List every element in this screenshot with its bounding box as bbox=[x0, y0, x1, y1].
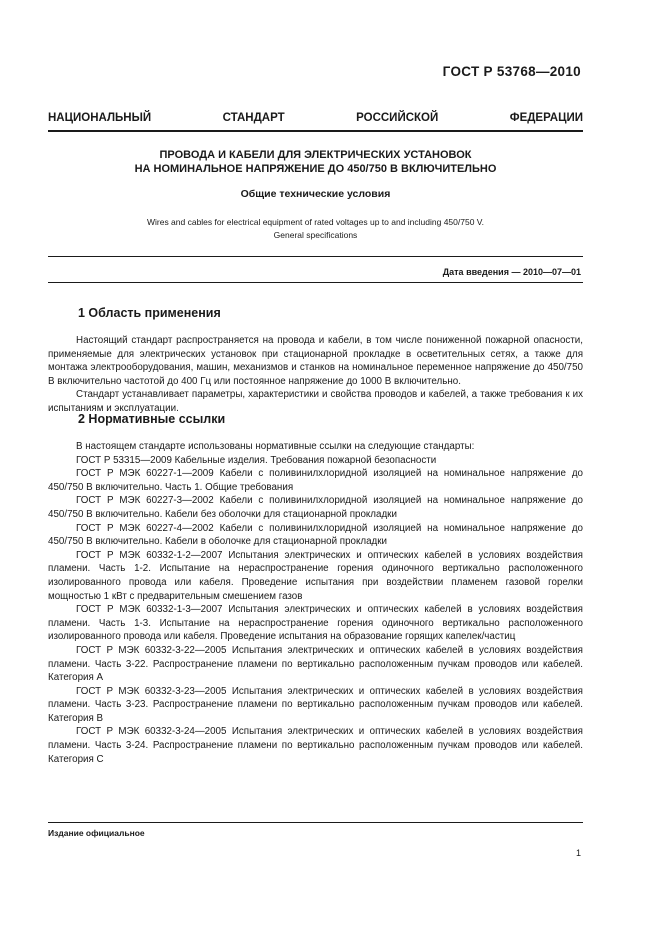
reference-item: ГОСТ Р МЭК 60227-3—2002 Кабели с поливинилхлоридной изоляцией на номинальное напряжение до 450/750 В включительно. Кабели без оболочки для стационарной прокладки bbox=[48, 495, 583, 520]
reference-item: ГОСТ Р МЭК 60332-3-22—2005 Испытания электрических и оптических кабелей в условиях воздействия пламени. Часть 3-22. Распространение пламени по вертикально расположенным пучкам проводов или кабелей. Категория А bbox=[48, 644, 583, 684]
title-line-2: НА НОМИНАЛЬНОЕ НАПРЯЖЕНИЕ ДО 450/750 В ВКЛЮЧИТЕЛЬНО bbox=[134, 163, 497, 175]
reference-item: ГОСТ Р МЭК 60227-4—2002 Кабели с поливинилхлоридной изоляцией на номинальное напряжение до 450/750 В включительно. Кабели в оболочке для стационарной прокладки bbox=[48, 522, 583, 548]
national-standard-banner: НАЦИОНАЛЬНЫЙ СТАНДАРТ РОССИЙСКОЙ ФЕДЕРАЦИИ bbox=[48, 112, 583, 124]
reference-item: ГОСТ Р 53315—2009 Кабельные изделия. Требования пожарной безопасности bbox=[76, 454, 437, 466]
official-edition-label: Издание официальное bbox=[48, 828, 145, 838]
section-2-heading: 2 Нормативные ссылки bbox=[78, 412, 226, 426]
reference-item: ГОСТ Р МЭК 60332-3-23—2005 Испытания электрических и оптических кабелей в условиях воздействия пламени. Часть 3-23. Распространение пламени по вертикально расположенным пучкам проводов или кабелей. Категория В bbox=[48, 685, 583, 724]
reference-item: ГОСТ Р МЭК 60332-3-24—2005 Испытания электрических и оптических кабелей в условиях воздействия пламени. Часть 3-24. Распространение пламени по вертикально расположенным пучкам проводов или кабелей. Категория С bbox=[48, 726, 583, 765]
document-subtitle: Общие технические условия bbox=[240, 188, 391, 200]
section-1-body bbox=[48, 334, 583, 416]
document-title bbox=[48, 148, 583, 176]
footer-rule bbox=[48, 822, 583, 823]
reference-item: ГОСТ Р МЭК 60227-1—2009 Кабели с поливинилхлоридной изоляцией на номинальное напряжение до 450/750 В включительно. Часть 1. Общие требования bbox=[48, 468, 583, 493]
reference-item: ГОСТ Р МЭК 60332-1-2—2007 Испытания электрических и оптических кабелей в условиях воздействия пламени. Часть 1-2. Испытание на нераспространение горения одиночного вертикально расположенного изолированного провода или кабеля. Проведение испытания при воздействии пламенем газовой горелки мощностью 1 кВт с предварительным смешением газов bbox=[48, 549, 583, 602]
section-1-heading: 1 Область применения bbox=[78, 306, 221, 320]
section-1-paragraph: Стандарт устанавливает параметры, характеристики и свойства проводов и кабелей, а также требования к их испытаниям и эксплуатации. bbox=[48, 389, 583, 414]
date-rule bbox=[48, 282, 583, 283]
section-1-paragraph: Настоящий стандарт распространяется на провода и кабели, в том числе пониженной пожарной опасности, применяемые для электрических установок при стационарной прокладке в осветительных сетях, а также для монтажа электрооборудования, машин, механизмов и станков на номинальное переменное напряжение до 450/750 В включительно частотой до 400 Гц или постоянное напряжение до 1000 В включительно. bbox=[48, 335, 583, 387]
introduction-date: Дата введения — 2010—07—01 bbox=[442, 267, 581, 277]
title-line-1: ПРОВОДА И КАБЕЛИ ДЛЯ ЭЛЕКТРИЧЕСКИХ УСТАНОВОК bbox=[159, 149, 472, 161]
title-rule bbox=[48, 256, 583, 257]
normative-references bbox=[48, 440, 583, 766]
page-number: 1 bbox=[575, 848, 581, 858]
english-title bbox=[48, 216, 583, 242]
header-rule bbox=[48, 130, 583, 132]
reference-item: ГОСТ Р МЭК 60332-1-3—2007 Испытания электрических и оптических кабелей в условиях воздействия пламени. Часть 1-3. Испытание на нераспространение горения одиночного вертикально расположенного изолированного провода или кабеля. Проведение испытания на образование горящих капелек/частиц bbox=[48, 604, 583, 643]
references-intro: В настоящем стандарте использованы нормативные ссылки на следующие стандарты: bbox=[76, 441, 475, 452]
english-title-line-1: Wires and cables for electrical equipment of rated voltages up to and including 450/750 V. bbox=[146, 217, 485, 227]
english-title-line-2: General specifications bbox=[273, 230, 358, 240]
document-number: ГОСТ Р 53768—2010 bbox=[442, 64, 581, 79]
